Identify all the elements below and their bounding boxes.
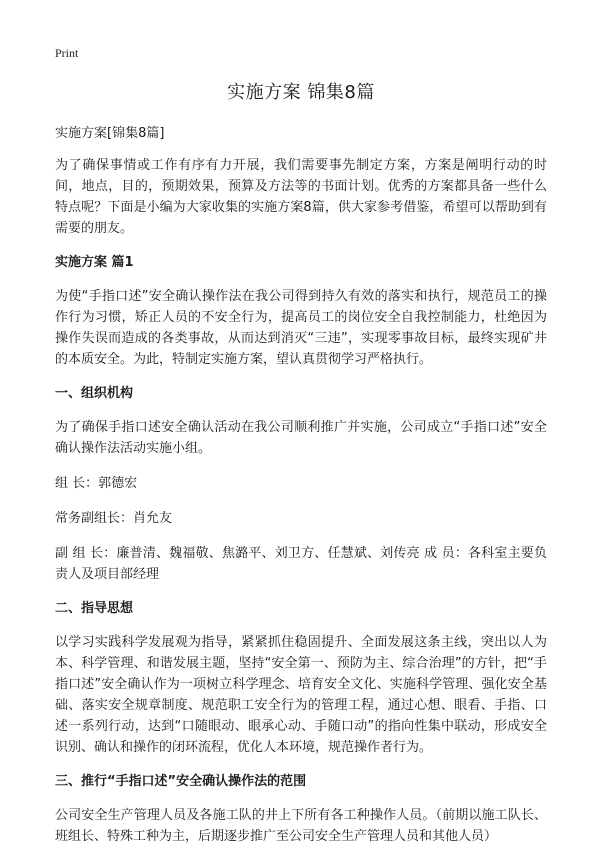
page-title: 实施方案 锦集8篇 (227, 82, 375, 103)
org-heading: 一、组织机构 (55, 386, 134, 401)
document-subtitle: 实施方案[锦集8篇] (55, 126, 165, 141)
org-leader: 组 长：郭德宏 (55, 476, 138, 491)
print-label: Print (55, 46, 79, 60)
scope-heading: 三、推行“手指口述”安全确认操作法的范围 (55, 774, 307, 789)
org-paragraph: 为了确保手指口述安全确认活动在我公司顺利推广并实施，公司成立“手指口述”安全确认操作法活动实施小组。 (55, 420, 547, 456)
scope-paragraph: 公司安全生产管理人员及各施工队的井上下所有各工种操作人员。（前期以施工队长、班组长、特殊工种为主，后期逐步推广至公司安全生产管理人员和其他人员） (55, 808, 547, 844)
org-deputies: 副 组 长：廉普清、魏福敬、焦潞平、刘卫方、任慧斌、刘传亮 成 员：各科室主要负责人及项目部经理 (55, 546, 547, 582)
guide-heading: 二、指导思想 (55, 601, 134, 616)
document-body (55, 78, 547, 861)
guide-paragraph: 以学习实践科学发展观为指导，紧紧抓住稳固提升、全面发展这条主线，突出以人为本、科学管理、和谐发展主题，坚持“安全第一、预防为主、综合治理”的方针，把“手指口述”安全确认作为一项树立科学理念、培育安全文化、实施科学管理、强化安全基础、落实安全规章制度、规范职工安全行为的管理工程，通过心想、眼看、手指、口述一系列行动，达到“口随眼动、眼承心动、手随口动”的指向性集中联动，形成安全识别、确认和操作的闭环流程，优化人本环境，规范操作者行为。 (55, 635, 547, 755)
section-heading-1: 实施方案 篇1 (55, 255, 134, 270)
org-vice-leader: 常务副组长：肖允友 (55, 511, 173, 526)
intro-paragraph: 为了确保事情或工作有序有力开展，我们需要事先制定方案，方案是阐明行动的时间，地点，目的，预期效果，预算及方法等的书面计划。优秀的方案都具备一些什么特点呢？下面是小编为大家收集的实施方案8篇，供大家参考借鉴，希望可以帮助到有需要的朋友。 (55, 158, 547, 236)
section-1-paragraph: 为使“手指口述”安全确认操作法在我公司得到持久有效的落实和执行，规范员工的操作行为习惯，矫正人员的不安全行为，提高员工的岗位安全自我控制能力，杜绝因为操作失误而造成的各类事故，从而达到消灭“三违”，实现零事故目标，最终实现矿井的本质安全。为此，特制定实施方案，望认真贯彻学习严格执行。 (55, 289, 547, 367)
